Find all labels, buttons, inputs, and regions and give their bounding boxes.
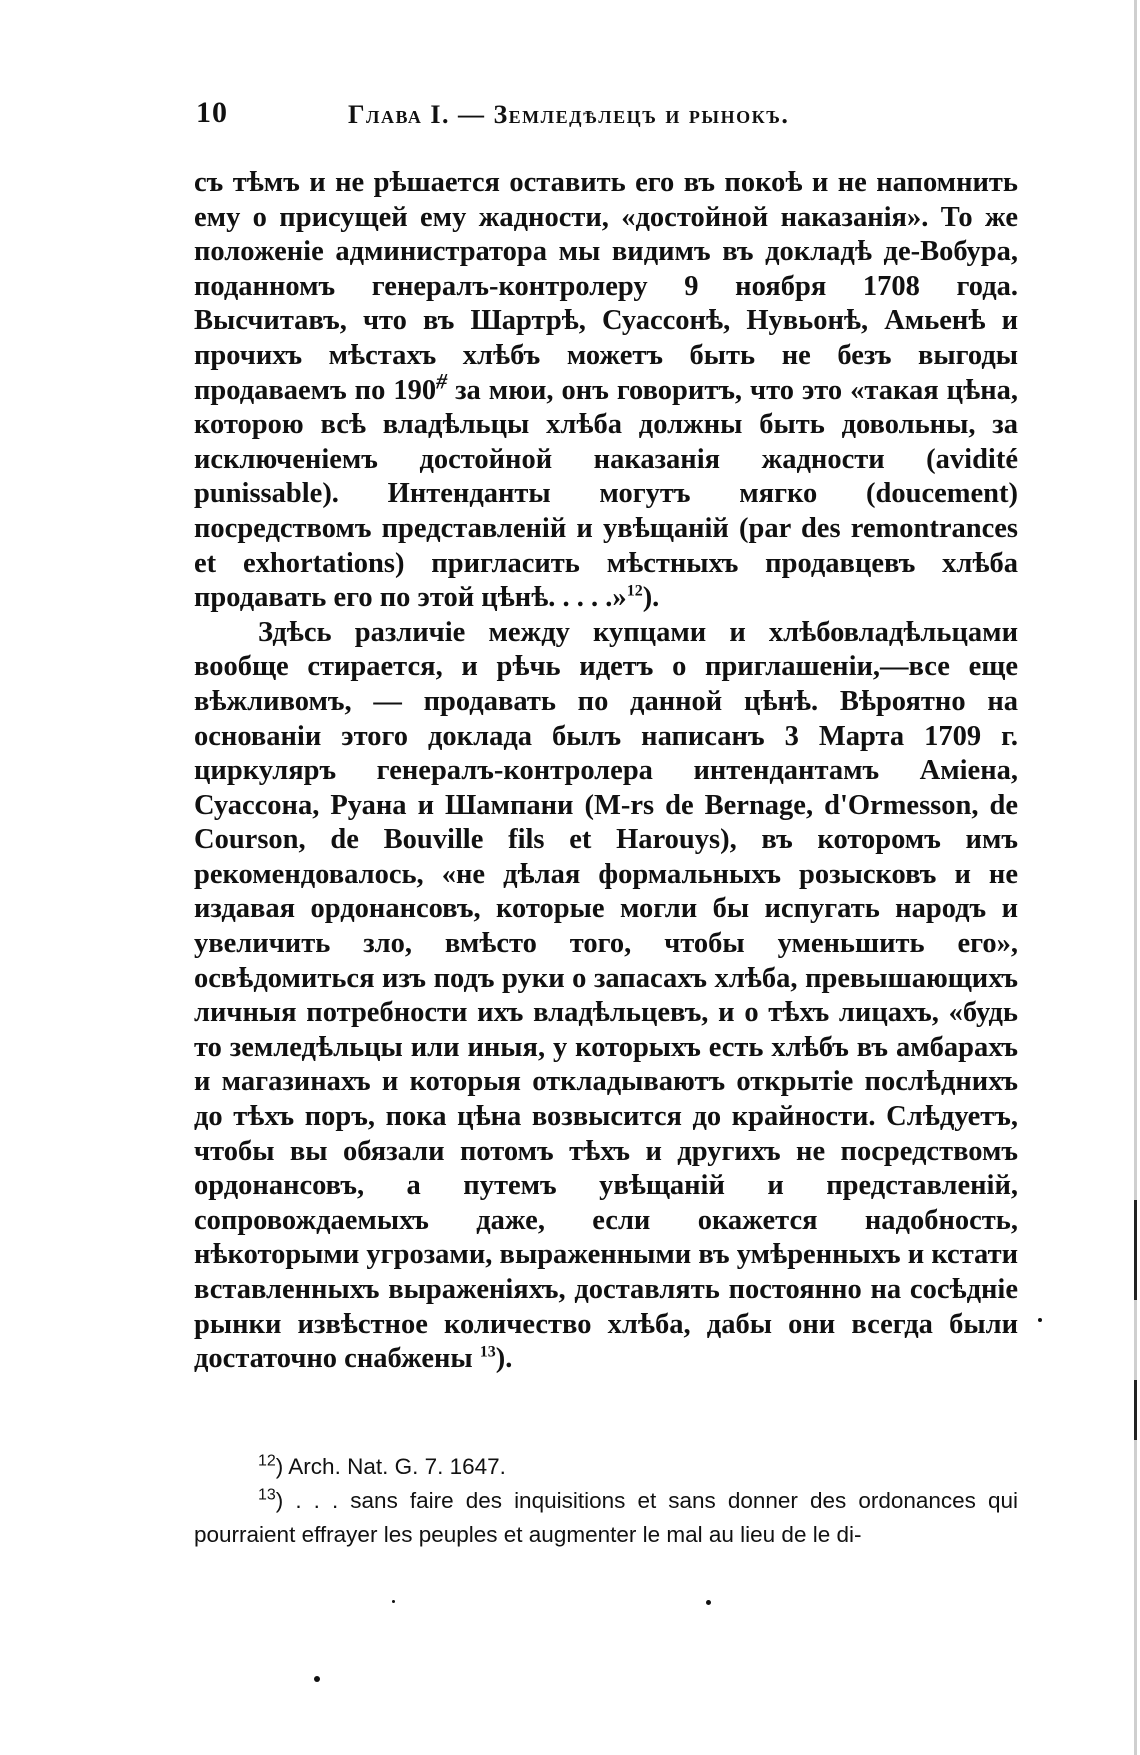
print-speck	[392, 1600, 395, 1603]
footnote-13	[194, 1484, 1018, 1552]
paragraph-2	[194, 616, 1018, 1377]
paragraph-1	[194, 166, 1018, 616]
currency-mark: #	[436, 368, 448, 394]
print-speck	[706, 1600, 711, 1605]
print-speck	[314, 1676, 320, 1682]
footnote-ref-13: 13	[479, 1343, 496, 1361]
page-number: 10	[196, 96, 228, 129]
footnote-13-text: ) . . . sans faire des inquisitions et sans donner des ordonances qui pourraient effrayer les peuples et augmenter le mal au lieu de le di-	[194, 1488, 1018, 1547]
page-header	[196, 96, 1026, 136]
paragraph-2-end: ).	[495, 1343, 513, 1375]
footnote-12-text: ) Arch. Nat. G. 7. 1647.	[275, 1454, 506, 1479]
footnotes	[194, 1450, 1018, 1552]
paragraph-2-text: Здѣсь различіе между купцами и хлѣбовладѣльцами вообще стирается, и рѣчь идетъ о приглашеніи,—все еще вѣжливомъ, — продавать по данной цѣнѣ. Вѣроятно на основаніи этого доклада былъ написанъ 3 Марта 1709 г. циркуляръ генералъ-контролера интендантамъ Аміена, Суассона, Руана и Шампани (M-rs de Bernage, d'Ormesson, de Courson, de Bouville fils et Harouys), въ которомъ имъ рекомендовалось, «не дѣлая формальныхъ розысковъ и не издавая ордонансовъ, которые могли бы испугать народъ и увеличить зло, вмѣсто того, чтобы уменьшить его», освѣдомиться изъ подъ руки о запасахъ хлѣба, превышающихъ личныя потребности ихъ владѣльцевъ, и о тѣхъ лицахъ, «будь то земледѣльцы или иныя, у которыхъ есть хлѣбъ въ амбарахъ и магазинахъ и которыя откладываютъ открытіе послѣднихъ до тѣхъ поръ, пока цѣна возвысится до крайности. Слѣдуетъ, чтобы вы обязали потомъ тѣхъ и другихъ не посредствомъ ордонансовъ, а путемъ увѣщаній и представленій, сопровождаемыхъ даже, если окажется надобность, нѣкоторыми угрозами, выраженными въ умѣренныхъ и кстати вставленныхъ выраженіяхъ, доставлять постоянно на сосѣдніе рынки извѣстное количество хлѣба, дабы они всегда были достаточно снабжены	[194, 616, 1018, 1375]
main-text	[194, 166, 1018, 1377]
running-head: Глава I. — Земледѣлецъ и рынокъ.	[348, 100, 790, 129]
paragraph-1-continuation: за мюи, онъ говоритъ, что это «такая цѣна, которою всѣ владѣльцы хлѣба должны быть довольны, за исключеніемъ достойной наказанія жадности (avidité punissable). Интенданты могутъ мягко (doucement) посредствомъ представленій и увѣщаній (par des remontrances et exhortations) пригласить мѣстныхъ продавцевъ хлѣба продавать его по этой цѣнѣ. . . . .»	[194, 374, 1019, 614]
footnote-12	[194, 1450, 1018, 1484]
footnote-ref-12: 12	[626, 582, 643, 600]
paragraph-1-end: ).	[642, 582, 660, 614]
footnote-12-mark: 12	[258, 1452, 276, 1470]
paragraph-1-text: съ тѣмъ и не рѣшается оставить его въ покоѣ и не напомнить ему о присущей ему жадности, «достойной наказанія». То же положеніе администратора мы видимъ въ докладѣ де-Вобура, поданномъ генералъ-контролеру 9 ноября 1708 года. Высчитавъ, что въ Шартрѣ, Суассонѣ, Нувьонѣ, Амьенѣ и прочихъ мѣстахъ хлѣбъ можетъ быть не безъ выгоды продаваемъ по 190	[194, 167, 1018, 406]
page-edge-mark	[1134, 1380, 1137, 1440]
footnote-13-mark: 13	[258, 1486, 276, 1504]
print-speck	[1038, 1318, 1042, 1322]
page-edge-line	[1134, 0, 1137, 1755]
page-edge-mark	[1134, 1200, 1137, 1300]
